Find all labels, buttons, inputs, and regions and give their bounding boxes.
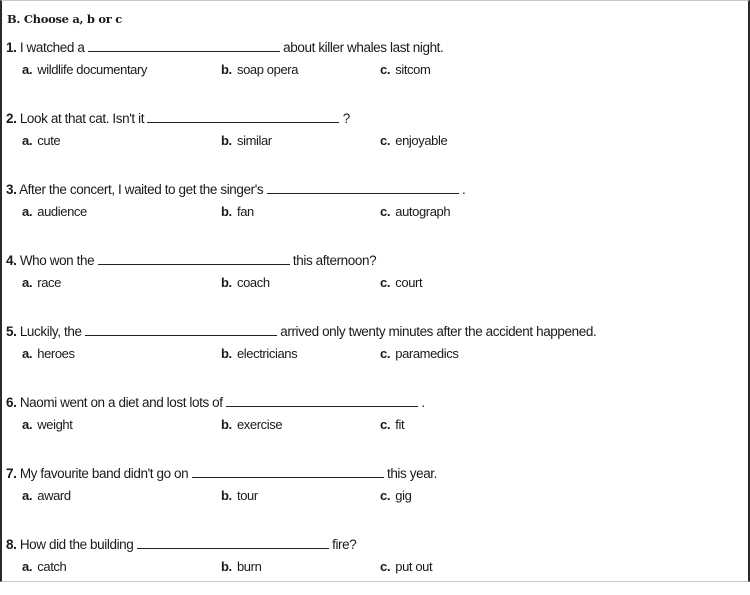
question-number: 1. bbox=[6, 40, 17, 55]
option-letter: b. bbox=[221, 346, 232, 361]
stem-before: Look at that cat. Isn't it bbox=[16, 111, 148, 126]
stem-after: this afternoon? bbox=[289, 253, 377, 268]
option-letter: c. bbox=[380, 275, 391, 290]
option-a[interactable] bbox=[22, 61, 147, 79]
option-a[interactable] bbox=[22, 274, 61, 292]
stem-before: After the concert, I waited to get the singer's bbox=[16, 182, 267, 197]
option-text: race bbox=[34, 275, 61, 290]
option-a[interactable] bbox=[22, 203, 87, 221]
option-letter: a. bbox=[22, 275, 33, 290]
question-stem bbox=[6, 322, 596, 341]
stem-before: How did the building bbox=[16, 537, 137, 552]
option-b[interactable] bbox=[221, 61, 298, 79]
option-letter: c. bbox=[380, 559, 391, 574]
stem-before: I watched a bbox=[16, 40, 88, 55]
option-letter: b. bbox=[221, 559, 232, 574]
option-c[interactable] bbox=[380, 203, 450, 221]
stem-after: . bbox=[418, 395, 425, 410]
option-letter: a. bbox=[22, 346, 33, 361]
answer-blank[interactable] bbox=[147, 109, 339, 123]
option-letter: c. bbox=[380, 133, 391, 148]
option-letter: c. bbox=[380, 488, 391, 503]
answer-blank[interactable] bbox=[88, 38, 280, 52]
option-letter: b. bbox=[221, 62, 232, 77]
question-stem bbox=[6, 393, 425, 412]
answer-blank[interactable] bbox=[98, 251, 290, 265]
question-number: 6. bbox=[6, 395, 17, 410]
option-letter: b. bbox=[221, 488, 232, 503]
option-a[interactable] bbox=[22, 558, 66, 576]
question-3 bbox=[6, 180, 746, 240]
question-number: 8. bbox=[6, 537, 17, 552]
question-stem bbox=[6, 180, 465, 199]
answer-blank[interactable] bbox=[192, 464, 384, 478]
question-stem bbox=[6, 38, 443, 57]
option-b[interactable] bbox=[221, 274, 270, 292]
option-letter: a. bbox=[22, 204, 33, 219]
question-2 bbox=[6, 109, 746, 169]
answer-blank[interactable] bbox=[85, 322, 277, 336]
option-c[interactable] bbox=[380, 345, 458, 363]
question-6 bbox=[6, 393, 746, 453]
stem-after: this year. bbox=[383, 466, 438, 481]
option-a[interactable] bbox=[22, 345, 75, 363]
question-1 bbox=[6, 38, 746, 98]
option-text: autograph bbox=[392, 204, 451, 219]
option-text: electricians bbox=[233, 346, 298, 361]
option-letter: a. bbox=[22, 417, 33, 432]
option-c[interactable] bbox=[380, 416, 404, 434]
option-text: award bbox=[34, 488, 71, 503]
question-4 bbox=[6, 251, 746, 311]
question-number: 2. bbox=[6, 111, 17, 126]
option-a[interactable] bbox=[22, 416, 72, 434]
option-letter: c. bbox=[380, 204, 391, 219]
question-stem bbox=[6, 109, 350, 128]
answer-blank[interactable] bbox=[267, 180, 459, 194]
option-text: weight bbox=[34, 417, 73, 432]
option-letter: c. bbox=[380, 417, 391, 432]
question-5 bbox=[6, 322, 746, 382]
option-c[interactable] bbox=[380, 132, 447, 150]
question-stem bbox=[6, 251, 376, 270]
answer-blank[interactable] bbox=[137, 535, 329, 549]
option-letter: a. bbox=[22, 488, 33, 503]
option-text: enjoyable bbox=[392, 133, 448, 148]
question-8 bbox=[6, 535, 746, 595]
option-letter: a. bbox=[22, 133, 33, 148]
option-letter: b. bbox=[221, 204, 232, 219]
option-text: gig bbox=[392, 488, 412, 503]
option-text: paramedics bbox=[392, 346, 459, 361]
option-b[interactable] bbox=[221, 203, 254, 221]
option-text: court bbox=[392, 275, 423, 290]
option-letter: a. bbox=[22, 559, 33, 574]
stem-after: arrived only twenty minutes after the accident happened. bbox=[276, 324, 597, 339]
question-7 bbox=[6, 464, 746, 524]
option-text: similar bbox=[233, 133, 272, 148]
option-b[interactable] bbox=[221, 558, 261, 576]
question-number: 5. bbox=[6, 324, 17, 339]
question-number: 3. bbox=[6, 182, 17, 197]
option-text: tour bbox=[233, 488, 258, 503]
answer-blank[interactable] bbox=[226, 393, 418, 407]
stem-after: . bbox=[458, 182, 466, 197]
option-text: sitcom bbox=[392, 62, 431, 77]
option-letter: b. bbox=[221, 417, 232, 432]
option-text: fan bbox=[233, 204, 254, 219]
option-text: coach bbox=[233, 275, 270, 290]
option-letter: b. bbox=[221, 133, 232, 148]
stem-before: Naomi went on a diet and lost lots of bbox=[16, 395, 226, 410]
option-text: burn bbox=[233, 559, 262, 574]
option-b[interactable] bbox=[221, 345, 297, 363]
option-c[interactable] bbox=[380, 487, 411, 505]
option-text: catch bbox=[34, 559, 67, 574]
question-stem bbox=[6, 464, 437, 483]
option-text: put out bbox=[392, 559, 433, 574]
option-text: audience bbox=[34, 204, 87, 219]
stem-before: Luckily, the bbox=[16, 324, 85, 339]
option-letter: b. bbox=[221, 275, 232, 290]
option-a[interactable] bbox=[22, 132, 60, 150]
option-b[interactable] bbox=[221, 132, 272, 150]
option-a[interactable] bbox=[22, 487, 71, 505]
option-b[interactable] bbox=[221, 416, 282, 434]
option-letter: c. bbox=[380, 346, 391, 361]
option-c[interactable] bbox=[380, 558, 432, 576]
option-text: wildlife documentary bbox=[34, 62, 148, 77]
stem-after: ? bbox=[339, 111, 350, 126]
question-number: 7. bbox=[6, 466, 17, 481]
stem-after: fire? bbox=[328, 537, 357, 552]
stem-before: My favourite band didn't go on bbox=[16, 466, 192, 481]
option-text: exercise bbox=[233, 417, 283, 432]
option-c[interactable] bbox=[380, 274, 422, 292]
option-letter: c. bbox=[380, 62, 391, 77]
option-b[interactable] bbox=[221, 487, 258, 505]
instruction-heading: B. Choose a, b or c bbox=[7, 12, 122, 26]
option-text: fit bbox=[392, 417, 405, 432]
question-stem bbox=[6, 535, 356, 554]
stem-before: Who won the bbox=[16, 253, 98, 268]
option-text: heroes bbox=[34, 346, 75, 361]
option-letter: a. bbox=[22, 62, 33, 77]
question-number: 4. bbox=[6, 253, 17, 268]
stem-after: about killer whales last night. bbox=[279, 40, 444, 55]
option-text: soap opera bbox=[233, 62, 299, 77]
option-c[interactable] bbox=[380, 61, 430, 79]
option-text: cute bbox=[34, 133, 61, 148]
